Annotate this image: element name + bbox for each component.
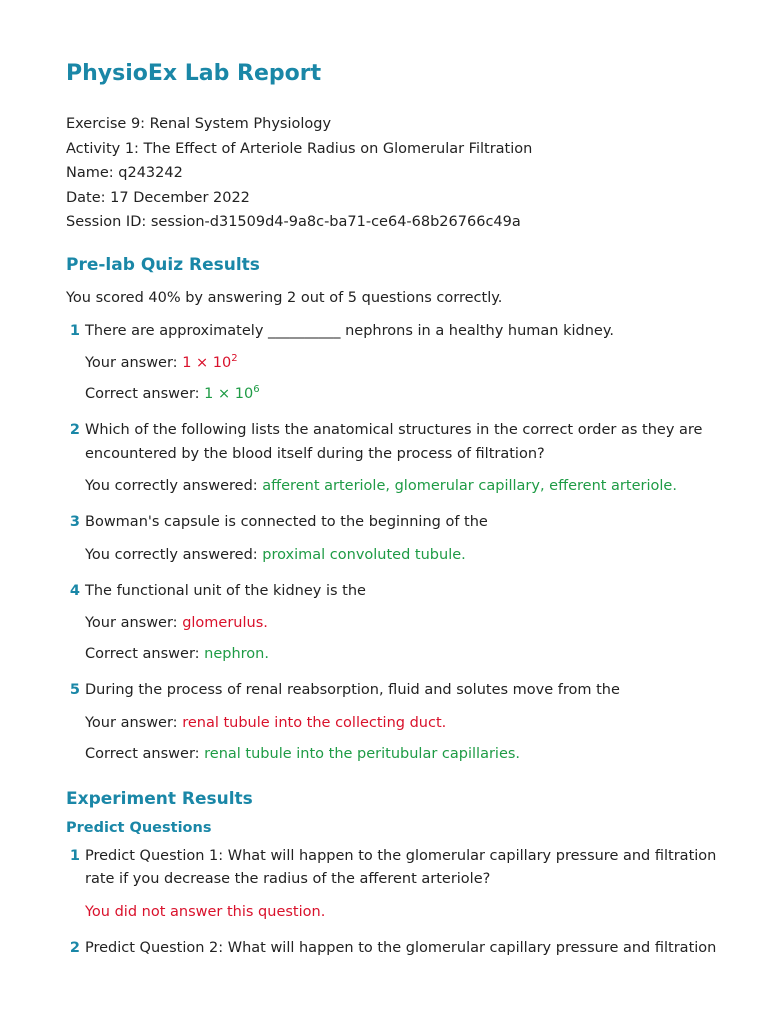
your-answer-value: renal tubule into the collecting duct. (182, 714, 447, 731)
correct-answer-label: Correct answer: (85, 386, 205, 403)
prelab-question-5 (66, 679, 726, 765)
correct-answer-value: proximal convoluted tubule. (262, 546, 466, 563)
correct-answer-value: renal tubule into the peritubular capillaries. (204, 745, 521, 762)
correct-answer-label: Correct answer: (85, 745, 205, 762)
exercise-line: Exercise 9: Renal System Physiology (66, 116, 332, 132)
prelab-question-2 (66, 419, 726, 497)
correct-answer (85, 383, 726, 405)
question-text: Predict Question 2: What will happen to the glomerular capillary pressure and filtration (85, 939, 717, 956)
report-meta (66, 112, 726, 235)
question-text: The functional unit of the kidney is the (85, 582, 366, 599)
prelab-question-4 (66, 580, 726, 666)
your-answer (85, 612, 726, 634)
unanswered-status: You did not answer this question. (85, 903, 326, 920)
lab-report (66, 58, 726, 974)
correctly-answered (85, 475, 726, 497)
question-number: 3 (69, 514, 80, 531)
predict-questions-heading: Predict Questions (66, 819, 212, 836)
your-answer (85, 352, 726, 374)
predict-question-1 (66, 845, 726, 923)
correct-answer-label: Correct answer: (85, 646, 205, 663)
question-number: 1 (69, 322, 80, 339)
question-text: Predict Question 1: What will happen to the glomerular capillary pressure and filtration rate if you decrease the radius of the afferent arteriole? (85, 847, 717, 888)
correctly-answered-label: You correctly answered: (85, 546, 263, 563)
correct-answer-value: nephron. (204, 646, 269, 663)
question-number: 4 (69, 582, 80, 599)
question-text: Which of the following lists the anatomical structures in the correct order as they are encountered by the blood itself during the process of filtration? (85, 422, 703, 462)
question-text: There are approximately __________ nephrons in a healthy human kidney. (85, 322, 614, 339)
your-answer-value: glomerulus. (182, 615, 268, 632)
prelab-heading: Pre-lab Quiz Results (66, 254, 260, 275)
name-line: Name: q243242 (66, 165, 183, 182)
your-answer-value: $1 \times 10^2$ (182, 352, 238, 372)
correct-answer (85, 643, 726, 665)
date-line: Date: 17 December 2022 (66, 189, 250, 206)
correctly-answered (85, 544, 726, 566)
your-answer-label: Your answer: (85, 355, 183, 372)
report-title: PhysioEx Lab Report (66, 61, 322, 86)
correct-answer (85, 743, 726, 765)
question-number: 2 (69, 939, 80, 956)
prelab-score: You scored 40% by answering 2 out of 5 questions correctly. (66, 289, 503, 306)
correct-answer-value: afferent arteriole, glomerular capillary, efferent arteriole. (262, 478, 677, 495)
question-number: 5 (69, 682, 80, 699)
prelab-question-1 (66, 320, 726, 406)
predict-question-2 (66, 937, 726, 961)
question-text: Bowman's capsule is connected to the beginning of the (85, 514, 488, 531)
your-answer-label: Your answer: (85, 615, 183, 632)
prelab-question-3 (66, 511, 726, 566)
your-answer-label: Your answer: (85, 714, 183, 731)
activity-line: Activity 1: The Effect of Arteriole Radius on Glomerular Filtration (66, 140, 533, 157)
correct-answer-value: $1 \times 10^6$ (204, 383, 260, 403)
question-text: During the process of renal reabsorption, fluid and solutes move from the (85, 682, 620, 699)
session-line: Session ID: session-d31509d4-9a8c-ba71-ce64-68b26766c49a (66, 214, 521, 231)
your-answer (85, 712, 726, 734)
question-number: 2 (69, 422, 80, 439)
question-number: 1 (69, 847, 80, 864)
experiment-heading: Experiment Results (66, 788, 253, 809)
correctly-answered-label: You correctly answered: (85, 478, 263, 495)
